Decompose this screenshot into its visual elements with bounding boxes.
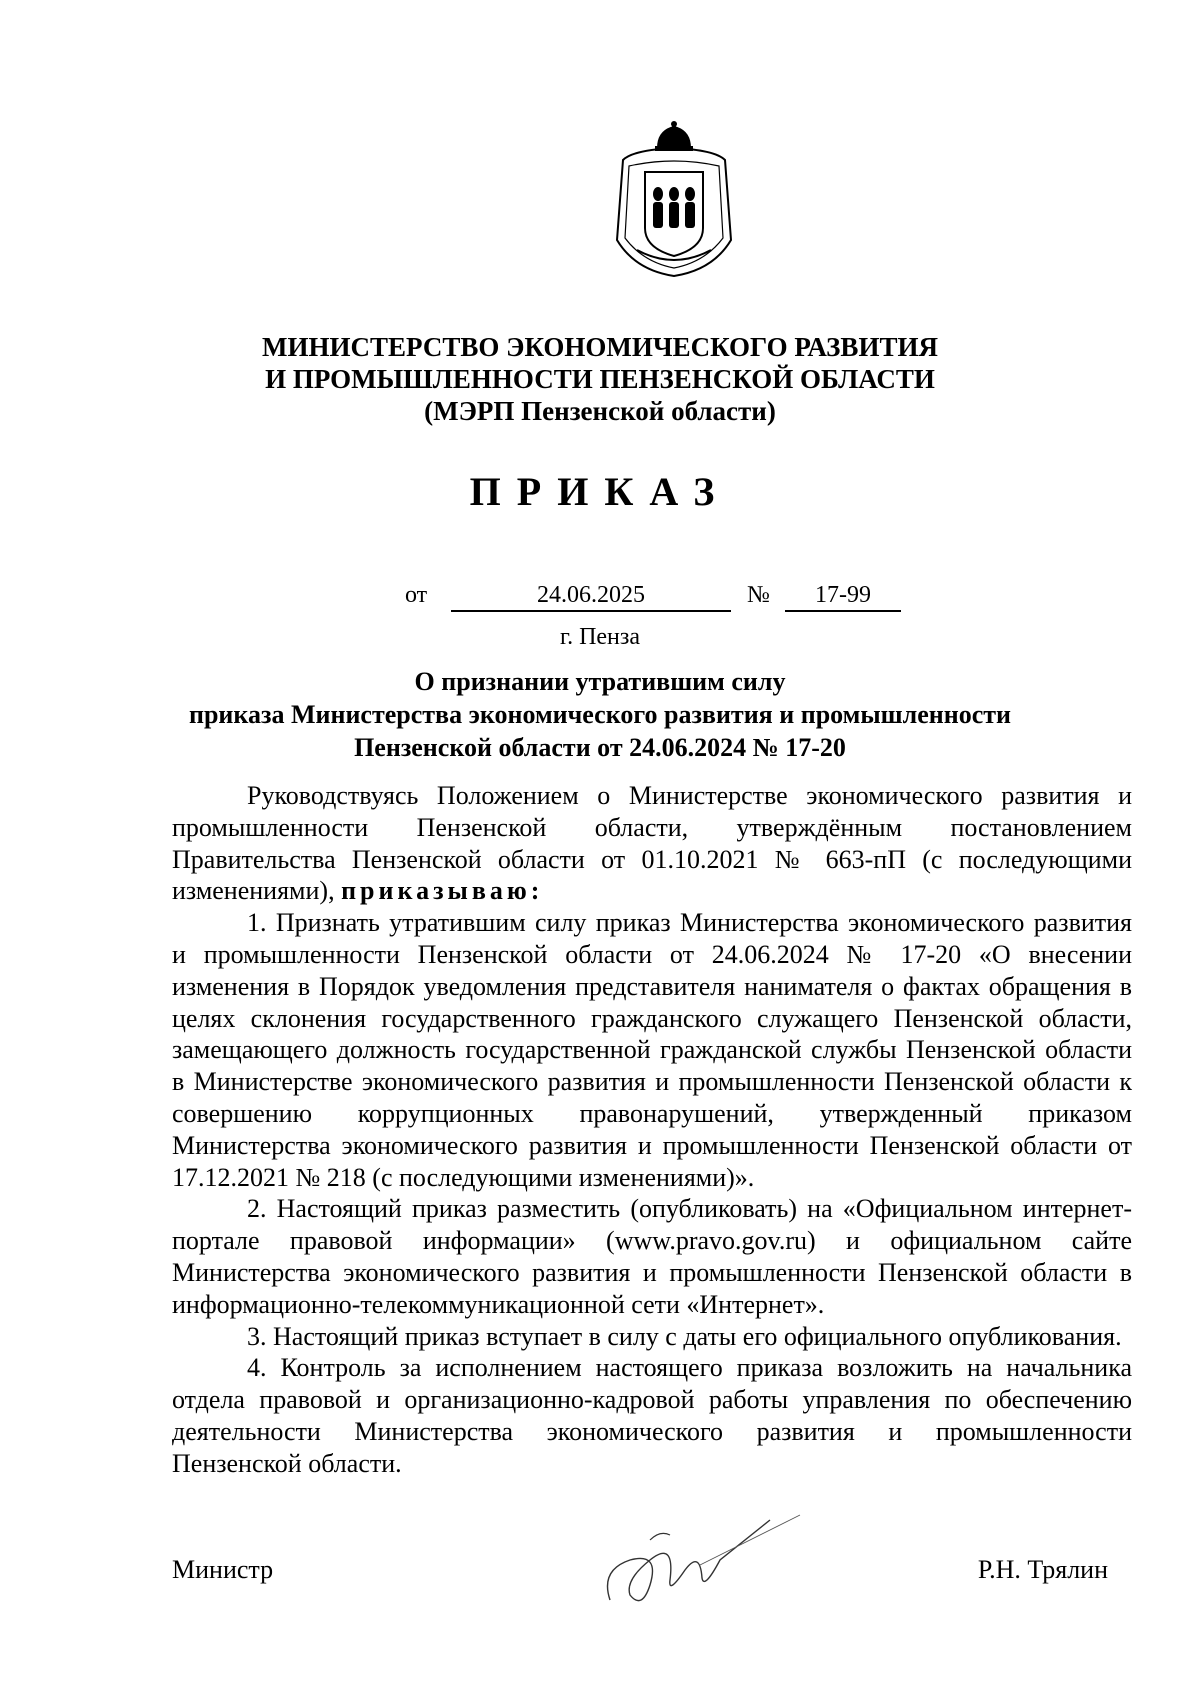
org-name-line1: МИНИСТЕРСТВО ЭКОНОМИЧЕСКОГО РАЗВИТИЯ [262, 332, 938, 362]
preamble-paragraph [172, 780, 1132, 907]
subject-line3: Пензенской области от 24.06.2024 № 17-20 [354, 733, 846, 762]
order-body [172, 780, 1132, 1480]
order-item-3: 3. Настоящий приказ вступает в силу с даты его официального опубликования. [247, 1321, 1122, 1351]
subject-line1: О признании утратившим силу [414, 667, 786, 696]
city: г. Пенза [559, 624, 641, 650]
subject-line2: приказа Министерства экономического развития и промышленности [188, 700, 1012, 729]
order-item-4: 4. Контроль за исполнением настоящего приказа возложить на начальника отдела правовой и организационно-кадровой работы управления по обеспечению деятельности Министерства экономического развития и промышленности Пензенской области. [172, 1353, 1132, 1478]
date-number-row [405, 582, 905, 616]
handwritten-signature [590, 1490, 810, 1620]
order-word: приказываю: [341, 876, 544, 906]
signer-role: Министр [172, 1555, 274, 1584]
number-label: № [747, 582, 770, 608]
org-name-line2: И ПРОМЫШЛЕННОСТИ ПЕНЗЕНСКОЙ ОБЛАСТИ [265, 364, 935, 394]
order-subject [0, 665, 1200, 764]
date-label: от [405, 582, 428, 608]
coat-of-arms-emblem [613, 120, 735, 278]
signer-name: Р.Н. Трялин [977, 1555, 1108, 1584]
order-number: 17-99 [785, 582, 901, 612]
preamble-text: Руководствуясь Положением о Министерстве экономического развития и промышленности Пензенской области, утверждённым постановлением Правительства Пензенской области от 01.10.2021 № 663-пП (с последующими изменениями), [172, 781, 1132, 906]
order-item-2: 2. Настоящий приказ разместить (опубликовать) на «Официальном интернет-портале правовой информации» (www.pravo.gov.ru) и официальном сайте Министерства экономического развития и промышленности Пензенской области в информационно-телекоммуникационной сети «Интернет». [172, 1194, 1132, 1319]
order-item-1: 1. Признать утратившим силу приказ Министерства экономического развития и промышленности Пензенской области от 24.06.2024 № 17-20 «О внесении изменения в Порядок уведомления представителя нанимателя о фактах обращения в целях склонения государственного гражданского служащего Пензенской области, замещающего должность государственной гражданской службы Пензенской области в Министерстве экономического развития и промышленности Пензенской области к совершению коррупционных правонарушений, утвержденный приказом Министерства экономического развития и промышленности Пензенской области от 17.12.2021 № 218 (с последующими изменениями)». [172, 908, 1132, 1192]
order-date: 24.06.2025 [451, 582, 731, 612]
document-type-title: ПРИКАЗ [469, 469, 731, 514]
org-short-name: (МЭРП Пензенской области) [424, 396, 776, 426]
